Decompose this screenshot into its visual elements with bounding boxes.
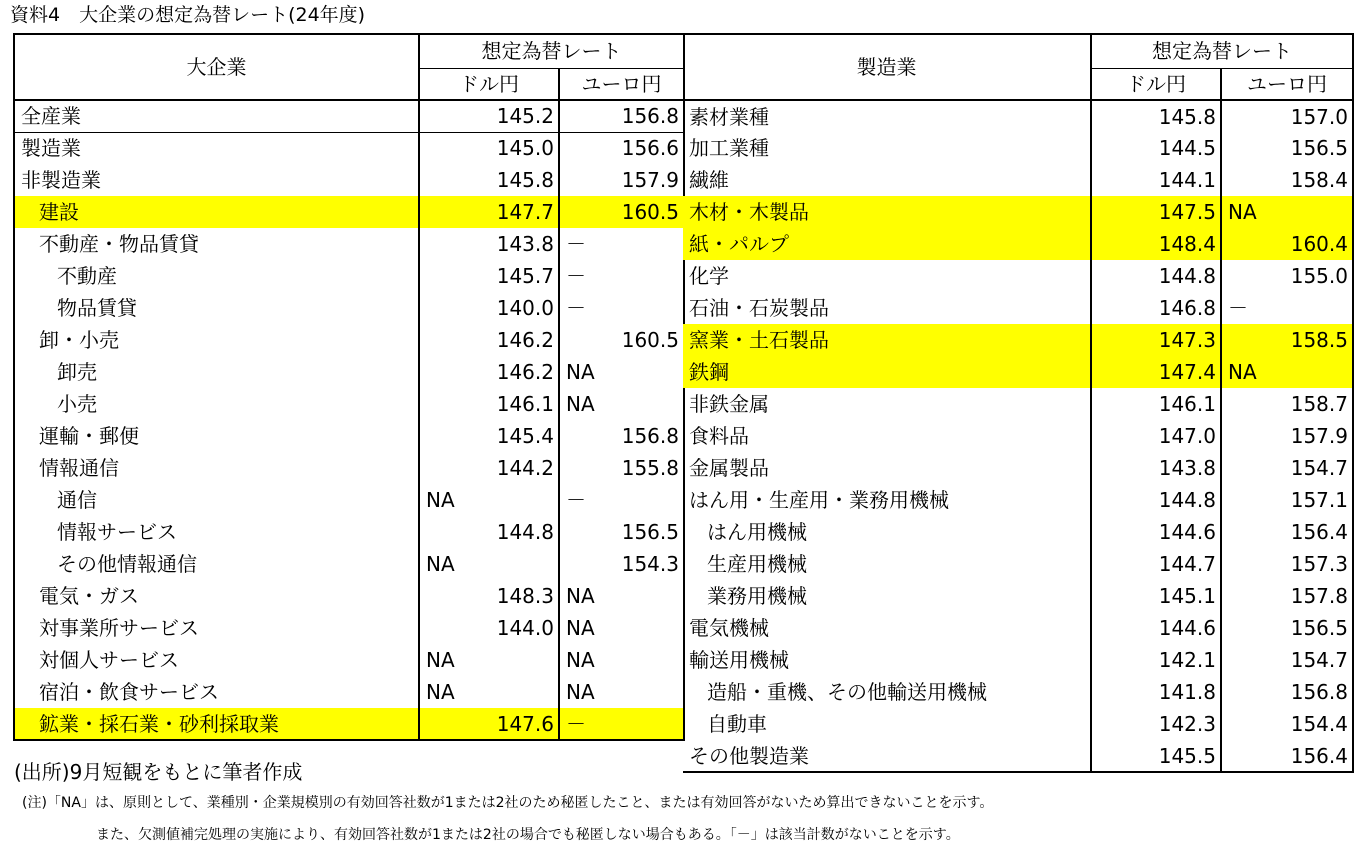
table-row — [683, 580, 1353, 612]
usd-rate-cell: 143.8 — [419, 228, 559, 260]
table-row — [14, 516, 684, 548]
eur-rate-cell: 156.8 — [559, 420, 684, 452]
right-rate-header: 想定為替レート — [1091, 34, 1353, 68]
usd-rate-cell: 147.0 — [1091, 420, 1221, 452]
eur-rate-cell: 158.7 — [1221, 388, 1353, 420]
eur-rate-cell: 155.8 — [559, 452, 684, 484]
eur-rate-cell: － — [559, 708, 684, 740]
industry-label: 繊維 — [683, 164, 1091, 196]
right-usd-header: ドル円 — [1091, 68, 1221, 100]
usd-rate-cell: 147.6 — [419, 708, 559, 740]
eur-rate-cell: 160.5 — [559, 196, 684, 228]
left-rate-header: 想定為替レート — [419, 34, 684, 68]
usd-rate-cell: NA — [419, 484, 559, 516]
eur-rate-cell: 160.5 — [559, 324, 684, 356]
industry-label: 鉄鋼 — [683, 356, 1091, 388]
table-row — [14, 452, 684, 484]
table-row — [683, 292, 1353, 324]
industry-label: 建設 — [14, 196, 419, 228]
eur-rate-cell: NA — [1221, 356, 1353, 388]
table-row — [14, 708, 684, 740]
usd-rate-cell: 146.1 — [419, 388, 559, 420]
page-title: 資料4 大企業の想定為替レート(24年度) — [10, 4, 366, 26]
eur-rate-cell: 156.5 — [1221, 132, 1353, 164]
table-row — [683, 164, 1353, 196]
usd-rate-cell: NA — [419, 644, 559, 676]
table-row — [14, 164, 684, 196]
industry-label: 対事業所サービス — [14, 612, 419, 644]
industry-label: 造船・重機、その他輸送用機械 — [683, 676, 1091, 708]
usd-rate-cell: 142.3 — [1091, 708, 1221, 740]
usd-rate-cell: 144.8 — [1091, 260, 1221, 292]
table-row — [683, 452, 1353, 484]
eur-rate-cell: NA — [1221, 196, 1353, 228]
usd-rate-cell: NA — [419, 548, 559, 580]
usd-rate-cell: 143.8 — [1091, 452, 1221, 484]
industry-label: 卸・小売 — [14, 324, 419, 356]
usd-rate-cell: 148.3 — [419, 580, 559, 612]
usd-rate-cell: 140.0 — [419, 292, 559, 324]
right-table-body — [683, 100, 1353, 772]
industry-label: はん用・生産用・業務用機械 — [683, 484, 1091, 516]
source-note: (出所)9月短観をもとに筆者作成 — [14, 760, 303, 784]
eur-rate-cell: NA — [559, 612, 684, 644]
industry-label: 非製造業 — [14, 164, 419, 196]
industry-label: 運輸・郵便 — [14, 420, 419, 452]
footnote-na: (注)「NA」は、原則として、業種別・企業規模別の有効回答社数が1または2社のため秘匿したこと、または有効回答がないため算出できないことを示す。 — [22, 795, 994, 811]
usd-rate-cell: NA — [419, 676, 559, 708]
usd-rate-cell: 144.2 — [419, 452, 559, 484]
industry-label: 宿泊・飲食サービス — [14, 676, 419, 708]
table-row — [14, 100, 684, 132]
industry-label: 金属製品 — [683, 452, 1091, 484]
eur-rate-cell: 157.0 — [1221, 100, 1353, 132]
left-group-header: 大企業 — [14, 34, 419, 100]
usd-rate-cell: 144.8 — [1091, 484, 1221, 516]
table-row — [14, 260, 684, 292]
industry-label: 化学 — [683, 260, 1091, 292]
usd-rate-cell: 147.3 — [1091, 324, 1221, 356]
eur-rate-cell: 157.9 — [1221, 420, 1353, 452]
industry-label: 不動産 — [14, 260, 419, 292]
table-row — [683, 740, 1353, 772]
table-row — [683, 228, 1353, 260]
industry-label: 非鉄金属 — [683, 388, 1091, 420]
industry-label: 製造業 — [14, 132, 419, 164]
table-row — [14, 228, 684, 260]
manufacturing-table — [683, 33, 1354, 773]
usd-rate-cell: 145.0 — [419, 132, 559, 164]
eur-rate-cell: 157.9 — [559, 164, 684, 196]
eur-rate-cell: 154.7 — [1221, 644, 1353, 676]
table-row — [683, 516, 1353, 548]
eur-rate-cell: 156.8 — [559, 100, 684, 132]
eur-rate-cell: 154.3 — [559, 548, 684, 580]
industry-label: 食料品 — [683, 420, 1091, 452]
table-row — [683, 420, 1353, 452]
eur-rate-cell: 156.4 — [1221, 740, 1353, 772]
table-row — [14, 356, 684, 388]
eur-rate-cell: － — [559, 292, 684, 324]
usd-rate-cell: 145.7 — [419, 260, 559, 292]
usd-rate-cell: 146.1 — [1091, 388, 1221, 420]
table-row — [14, 324, 684, 356]
industry-label: 情報サービス — [14, 516, 419, 548]
table-row — [14, 484, 684, 516]
usd-rate-cell: 144.6 — [1091, 612, 1221, 644]
industry-label: 卸売 — [14, 356, 419, 388]
usd-rate-cell: 145.8 — [1091, 100, 1221, 132]
table-row — [683, 132, 1353, 164]
table-row — [683, 676, 1353, 708]
table-row — [683, 260, 1353, 292]
usd-rate-cell: 144.8 — [419, 516, 559, 548]
industry-label: はん用機械 — [683, 516, 1091, 548]
eur-rate-cell: 158.4 — [1221, 164, 1353, 196]
left-table-body — [14, 100, 684, 740]
eur-rate-cell: 157.1 — [1221, 484, 1353, 516]
industry-label: その他情報通信 — [14, 548, 419, 580]
industry-label: 紙・パルプ — [683, 228, 1091, 260]
industry-label: 全産業 — [14, 100, 419, 132]
usd-rate-cell: 145.5 — [1091, 740, 1221, 772]
usd-rate-cell: 148.4 — [1091, 228, 1221, 260]
industry-label: その他製造業 — [683, 740, 1091, 772]
industry-label: 電気機械 — [683, 612, 1091, 644]
table-row — [683, 612, 1353, 644]
eur-rate-cell: 154.4 — [1221, 708, 1353, 740]
eur-rate-cell: 156.4 — [1221, 516, 1353, 548]
industry-label: 石油・石炭製品 — [683, 292, 1091, 324]
usd-rate-cell: 146.8 — [1091, 292, 1221, 324]
usd-rate-cell: 144.1 — [1091, 164, 1221, 196]
table-row — [683, 484, 1353, 516]
eur-rate-cell: － — [559, 260, 684, 292]
industry-label: 物品賃貸 — [14, 292, 419, 324]
industry-label: 情報通信 — [14, 452, 419, 484]
industry-label: 小売 — [14, 388, 419, 420]
table-row — [683, 388, 1353, 420]
table-row — [683, 196, 1353, 228]
table-row — [14, 580, 684, 612]
table-row — [14, 612, 684, 644]
usd-rate-cell: 142.1 — [1091, 644, 1221, 676]
industry-label: 通信 — [14, 484, 419, 516]
table-row — [683, 644, 1353, 676]
eur-rate-cell: 157.3 — [1221, 548, 1353, 580]
usd-rate-cell: 141.8 — [1091, 676, 1221, 708]
usd-rate-cell: 147.5 — [1091, 196, 1221, 228]
eur-rate-cell: － — [559, 228, 684, 260]
table-row — [14, 644, 684, 676]
table-row — [14, 548, 684, 580]
eur-rate-cell: NA — [559, 388, 684, 420]
usd-rate-cell: 146.2 — [419, 356, 559, 388]
eur-rate-cell: － — [559, 484, 684, 516]
right-group-header: 製造業 — [683, 34, 1091, 100]
industry-label: 素材業種 — [683, 100, 1091, 132]
table-row — [683, 324, 1353, 356]
usd-rate-cell: 144.0 — [419, 612, 559, 644]
usd-rate-cell: 146.2 — [419, 324, 559, 356]
eur-rate-cell: － — [1221, 292, 1353, 324]
industry-label: 不動産・物品賃貸 — [14, 228, 419, 260]
eur-rate-cell: 156.5 — [559, 516, 684, 548]
eur-rate-cell: 156.8 — [1221, 676, 1353, 708]
eur-rate-cell: NA — [559, 676, 684, 708]
table-row — [683, 708, 1353, 740]
left-usd-header: ドル円 — [419, 68, 559, 100]
table-row — [14, 420, 684, 452]
eur-rate-cell: 158.5 — [1221, 324, 1353, 356]
left-eur-header: ユーロ円 — [559, 68, 684, 100]
industry-label: 自動車 — [683, 708, 1091, 740]
large-enterprise-table — [13, 33, 685, 741]
eur-rate-cell: 154.7 — [1221, 452, 1353, 484]
usd-rate-cell: 145.1 — [1091, 580, 1221, 612]
right-eur-header: ユーロ円 — [1221, 68, 1353, 100]
industry-label: 生産用機械 — [683, 548, 1091, 580]
industry-label: 輸送用機械 — [683, 644, 1091, 676]
table-row — [14, 292, 684, 324]
footnote-dash: また、欠測値補完処理の実施により、有効回答社数が1または2社の場合でも秘匿しない場合もある。「－」は該当計数がないことを示す。 — [96, 827, 960, 843]
usd-rate-cell: 145.4 — [419, 420, 559, 452]
table-row — [14, 676, 684, 708]
table-row — [14, 196, 684, 228]
table-row — [683, 548, 1353, 580]
eur-rate-cell: NA — [559, 644, 684, 676]
usd-rate-cell: 147.7 — [419, 196, 559, 228]
usd-rate-cell: 144.7 — [1091, 548, 1221, 580]
usd-rate-cell: 147.4 — [1091, 356, 1221, 388]
industry-label: 業務用機械 — [683, 580, 1091, 612]
eur-rate-cell: 155.0 — [1221, 260, 1353, 292]
eur-rate-cell: NA — [559, 356, 684, 388]
industry-label: 窯業・土石製品 — [683, 324, 1091, 356]
eur-rate-cell: NA — [559, 580, 684, 612]
industry-label: 加工業種 — [683, 132, 1091, 164]
industry-label: 鉱業・採石業・砂利採取業 — [14, 708, 419, 740]
eur-rate-cell: 156.5 — [1221, 612, 1353, 644]
eur-rate-cell: 157.8 — [1221, 580, 1353, 612]
industry-label: 電気・ガス — [14, 580, 419, 612]
usd-rate-cell: 144.5 — [1091, 132, 1221, 164]
eur-rate-cell: 160.4 — [1221, 228, 1353, 260]
industry-label: 対個人サービス — [14, 644, 419, 676]
table-row — [683, 100, 1353, 132]
eur-rate-cell: 156.6 — [559, 132, 684, 164]
table-row — [14, 132, 684, 164]
industry-label: 木材・木製品 — [683, 196, 1091, 228]
usd-rate-cell: 145.2 — [419, 100, 559, 132]
table-row — [14, 388, 684, 420]
usd-rate-cell: 144.6 — [1091, 516, 1221, 548]
usd-rate-cell: 145.8 — [419, 164, 559, 196]
table-row — [683, 356, 1353, 388]
